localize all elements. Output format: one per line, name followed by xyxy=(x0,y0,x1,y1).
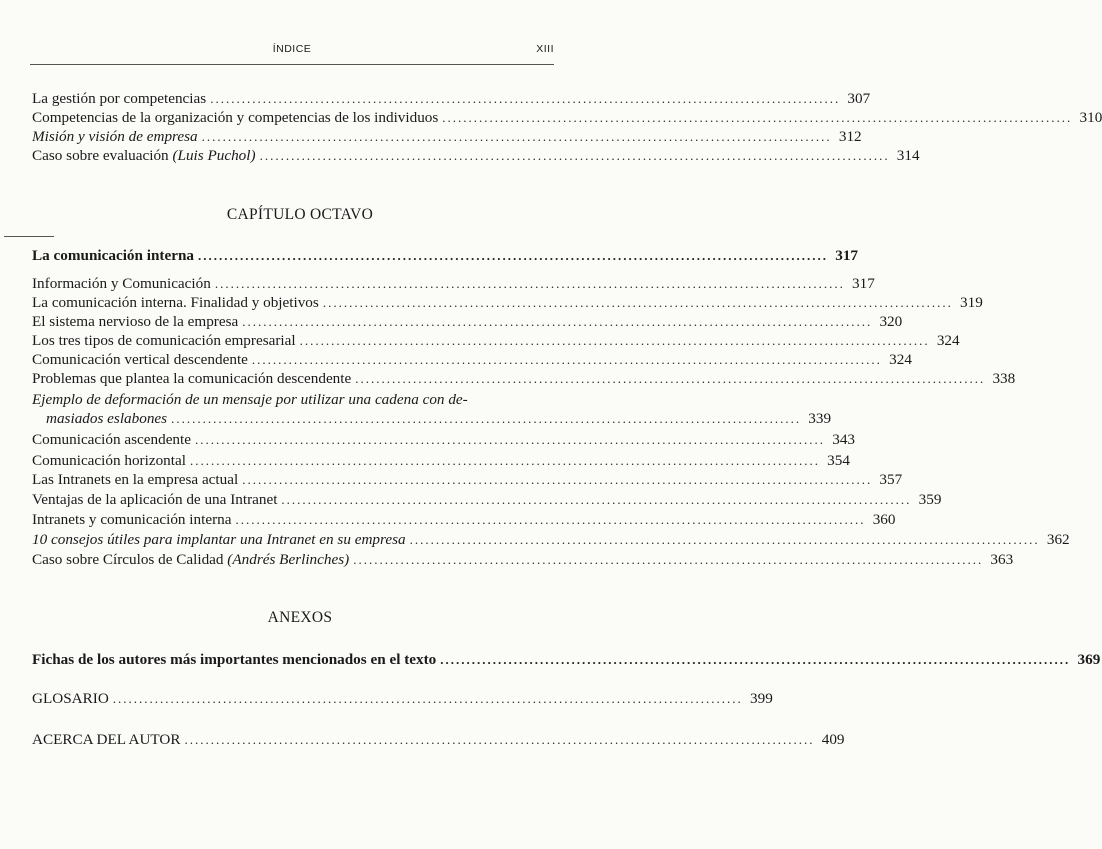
toc-entry-page: 343 xyxy=(832,431,855,448)
toc-entry-title: Comunicación ascendente xyxy=(32,431,191,448)
toc-entry xyxy=(32,409,832,428)
toc-entry xyxy=(32,331,960,350)
toc-entry xyxy=(32,293,983,312)
leader-dots: ........................................................................................................................ xyxy=(242,472,873,487)
leader-dots: ........................................................................................................................ xyxy=(235,512,866,527)
toc-entry-title-author: (Andrés Berlinches) xyxy=(227,551,350,568)
toc-entry-title: 10 consejos útiles para implantar una Intranet en su empresa xyxy=(32,531,406,548)
leader-dots: ........................................................................................................................ xyxy=(259,148,890,163)
leader-dots: ........................................................................................................................ xyxy=(322,295,953,310)
toc-entry xyxy=(32,530,1070,549)
toc-entry-page: 338 xyxy=(992,370,1016,387)
toc-entry xyxy=(32,146,920,165)
toc-entry xyxy=(32,312,903,331)
toc-entry xyxy=(32,108,1102,127)
toc-entry-page: 317 xyxy=(835,247,858,264)
toc-entry-title: Las Intranets en la empresa actual xyxy=(32,471,239,488)
toc-entry xyxy=(32,510,896,529)
toc-entry-page: 354 xyxy=(827,452,850,469)
toc-entry xyxy=(32,127,862,146)
toc-entry xyxy=(32,470,903,489)
toc-entry-wrapped-line: Ejemplo de deformación de un mensaje por utilizar una cadena con de- xyxy=(32,391,468,408)
margin-rule xyxy=(4,236,54,237)
toc-entry-title: Comunicación horizontal xyxy=(32,452,186,469)
leader-dots: ........................................................................................................................ xyxy=(214,276,845,291)
leader-dots: ........................................................................................................................ xyxy=(198,248,828,263)
leader-dots: ........................................................................................................................ xyxy=(210,91,841,106)
toc-entry-page: 310 xyxy=(1079,109,1102,126)
chapter-heading: CAPÍTULO OCTAVO xyxy=(226,206,374,223)
toc-entry-title: Misión y visión de empresa xyxy=(32,128,198,145)
toc-entry-title: Problemas que plantea la comunicación descendente xyxy=(32,370,352,387)
leader-dots: ........................................................................................................................ xyxy=(112,691,743,706)
leader-dots: ........................................................................................................................ xyxy=(299,333,930,348)
toc-entry-page: 314 xyxy=(896,147,920,164)
toc-entry-page: 307 xyxy=(847,90,871,107)
toc-entry xyxy=(32,650,1101,669)
toc-entry-title: Ventajas de la aplicación de una Intranet xyxy=(32,491,278,508)
toc-entry-title: La gestión por competencias xyxy=(32,90,207,107)
leader-dots: ........................................................................................................................ xyxy=(189,453,820,468)
toc-entry-title-main: Caso sobre Círculos de Calidad xyxy=(32,551,224,568)
toc-entry-page: 360 xyxy=(872,511,896,528)
toc-entry-title-main: Caso sobre evaluación xyxy=(32,147,169,164)
running-header-title: ÍNDICE xyxy=(272,43,312,55)
leader-dots: ........................................................................................................................ xyxy=(353,552,984,567)
toc-entry-title xyxy=(32,550,349,569)
toc-entry xyxy=(32,730,845,749)
toc-entry-page: 363 xyxy=(990,551,1014,568)
toc-entry xyxy=(32,274,875,293)
running-header xyxy=(30,40,554,65)
toc-entry xyxy=(32,550,1014,569)
toc-entry-page: 359 xyxy=(918,491,942,508)
toc-entry-title: La comunicación interna xyxy=(32,247,194,264)
toc-entry xyxy=(32,689,773,708)
leader-dots: ........................................................................................................................ xyxy=(251,352,882,367)
toc-entry-title: El sistema nervioso de la empresa xyxy=(32,313,239,330)
toc-entry-page: 362 xyxy=(1046,531,1070,548)
section-heading-anexos: ANEXOS xyxy=(267,609,333,626)
toc-entry-title: ACERCA DEL AUTOR xyxy=(32,731,181,748)
leader-dots: ........................................................................................................................ xyxy=(201,129,832,144)
leader-dots: ........................................................................................................................ xyxy=(195,432,825,447)
leader-dots: ........................................................................................................................ xyxy=(440,652,1071,667)
leader-dots: ........................................................................................................................ xyxy=(281,492,912,507)
toc-entry-title: Comunicación vertical descendente xyxy=(32,351,248,368)
toc-entry xyxy=(32,430,855,449)
toc-entry-title: Información y Comunicación xyxy=(32,275,211,292)
toc-entry xyxy=(32,451,850,470)
toc-entry xyxy=(32,89,871,108)
toc-entry-page: 369 xyxy=(1077,651,1101,668)
leader-dots: ........................................................................................................................ xyxy=(409,532,1040,547)
leader-dots: ........................................................................................................................ xyxy=(171,411,802,426)
toc-entry-title: Intranets y comunicación interna xyxy=(32,511,232,528)
toc-entry xyxy=(32,369,1016,388)
page-number: XIII xyxy=(536,43,554,55)
toc-entry-title: Competencias de la organización y competencias de los individuos xyxy=(32,109,439,126)
toc-entry-title: Los tres tipos de comunicación empresarial xyxy=(32,332,296,349)
leader-dots: ........................................................................................................................ xyxy=(355,371,986,386)
toc-entry-title: masiados eslabones xyxy=(46,410,168,427)
toc-entry-page: 312 xyxy=(838,128,862,145)
toc-entry-page: 357 xyxy=(879,471,903,488)
toc-entry-title xyxy=(32,146,256,165)
toc-entry-page: 339 xyxy=(808,410,832,427)
toc-entry-page: 319 xyxy=(960,294,983,311)
toc-entry xyxy=(32,350,912,369)
toc-entry-page: 409 xyxy=(821,731,845,748)
toc-entry-page: 320 xyxy=(879,313,903,330)
toc-entry-page: 317 xyxy=(852,275,875,292)
leader-dots: ........................................................................................................................ xyxy=(242,314,873,329)
toc-entry xyxy=(32,490,942,509)
toc-entry-title: La comunicación interna. Finalidad y objetivos xyxy=(32,294,319,311)
leader-dots: ........................................................................................................................ xyxy=(184,732,815,747)
toc-entry-page: 399 xyxy=(750,690,773,707)
toc-entry-page: 324 xyxy=(889,351,912,368)
toc-entry-page: 324 xyxy=(936,332,960,349)
toc-entry-title: Fichas de los autores más importantes mencionados en el texto xyxy=(32,651,437,668)
toc-entry-title: GLOSARIO xyxy=(32,690,109,707)
toc-chapter-entry xyxy=(32,246,858,265)
toc-entry-title-author: (Luis Puchol) xyxy=(172,147,256,164)
leader-dots: ........................................................................................................................ xyxy=(442,110,1073,125)
